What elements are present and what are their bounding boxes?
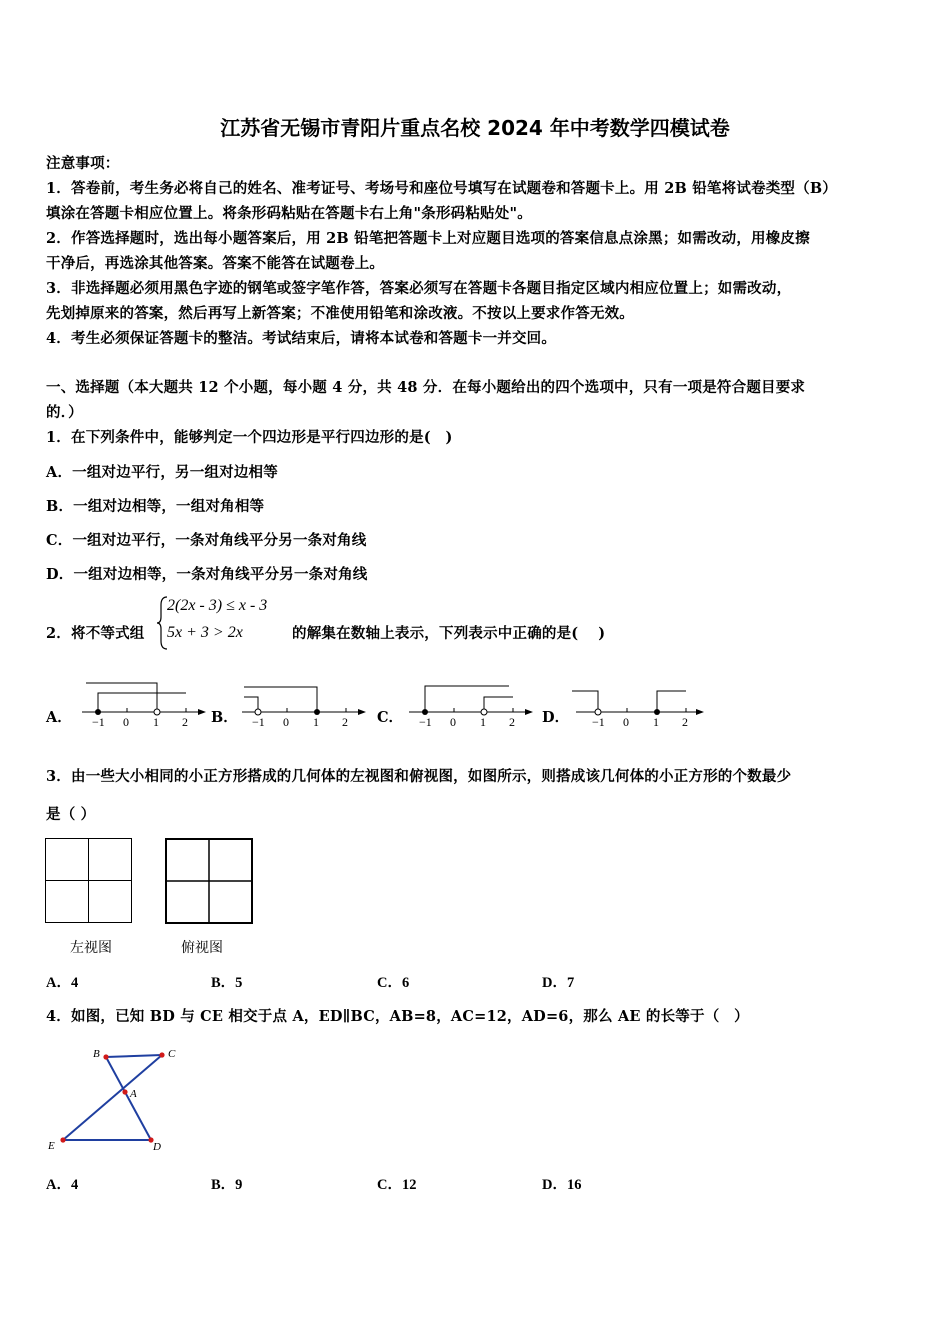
section-heading-cont: 的．） <box>46 404 83 421</box>
number-line-b <box>238 680 370 732</box>
question-4-option: D．16 <box>542 1177 582 1193</box>
tick-label: 0 <box>623 715 629 729</box>
label-e: E <box>48 1140 55 1152</box>
question-3-stem-cont: 是（ ） <box>46 806 96 823</box>
question-4-option: C．12 <box>377 1177 417 1193</box>
tick-label: 2 <box>342 715 348 729</box>
option-d-letter: D． <box>542 709 570 726</box>
tick-label: 0 <box>123 715 129 729</box>
question-2-prefix: 2．将不等式组 <box>46 625 145 642</box>
question-3-option: C．6 <box>377 975 410 991</box>
label-b: B <box>93 1048 100 1060</box>
top-view-caption: 俯视图 <box>181 940 223 956</box>
option-a-letter: A． <box>46 709 72 726</box>
question-1-stem: 1．在下列条件中，能够判定一个四边形是平行四边形的是( ) <box>46 429 453 446</box>
notice-heading: 注意事项： <box>46 155 120 172</box>
number-line-d <box>572 680 712 732</box>
label-c: C <box>168 1048 176 1060</box>
tick-label: −1 <box>592 715 605 729</box>
tick-label: −1 <box>419 715 432 729</box>
tick-label: 1 <box>153 715 159 729</box>
question-3-stem: 3．由一些大小相同的小正方形搭成的几何体的左视图和俯视图，如图所示，则搭成该几何体的小正方形的个数最少 <box>46 768 792 785</box>
left-view-caption: 左视图 <box>70 940 112 956</box>
question-4-option: A．4 <box>46 1177 79 1193</box>
question-1-option: D．一组对边相等，一条对角线平分另一条对角线 <box>46 566 368 583</box>
point-a <box>122 1089 127 1094</box>
question-4-stem: 4．如图，已知 BD 与 CE 相交于点 A，ED∥BC，AB=8，AC=12，AD=6，那么 AE 的长等于（ ） <box>46 1008 749 1025</box>
notice-line: 1．答卷前，考生务必将自己的姓名、准考证号、考场号和座位号填写在试题卷和答题卡上。用 2B 铅笔将试卷类型（B） <box>46 180 837 197</box>
geometry-figure <box>44 1043 184 1155</box>
label-d: D <box>153 1141 161 1153</box>
question-3-option: B．5 <box>211 975 243 991</box>
question-4-option: B．9 <box>211 1177 243 1193</box>
notice-line: 3．非选择题必须用黑色字迹的钢笔或签字笔作答，答案必须写在答题卡各题目指定区域内相应位置上；如需改动， <box>46 280 792 297</box>
point-e <box>60 1137 65 1142</box>
segment-bc <box>106 1055 162 1057</box>
tick-label: 1 <box>653 715 659 729</box>
question-1-option: A．一组对边平行，另一组对边相等 <box>46 464 278 481</box>
option-c-letter: C． <box>377 709 404 726</box>
tick-label: 0 <box>283 715 289 729</box>
question-1-option: C．一组对边平行，一条对角线平分另一条对角线 <box>46 532 367 549</box>
point-c <box>159 1052 164 1057</box>
section-heading: 一、选择题（本大题共 12 个小题，每小题 4 分，共 48 分．在每小题给出的四个选项中，只有一项是符合题目要求 <box>46 379 806 396</box>
number-line-a <box>78 680 210 732</box>
page-title: 江苏省无锡市青阳片重点名校 2024 年中考数学四模试卷 <box>220 116 730 140</box>
question-1-option: B．一组对边相等，一组对角相等 <box>46 498 265 515</box>
point-b <box>103 1054 108 1059</box>
notice-line: 先划掉原来的答案，然后再写上新答案；不准使用铅笔和涂改液。不按以上要求作答无效。 <box>46 305 634 322</box>
tick-label: −1 <box>252 715 265 729</box>
tick-label: −1 <box>92 715 105 729</box>
notice-line: 4．考生必须保证答题卡的整洁。考试结束后，请将本试卷和答题卡一并交回。 <box>46 330 557 347</box>
tick-label: 2 <box>182 715 188 729</box>
notice-line: 2．作答选择题时，选出每小题答案后，用 2B 铅笔把答题卡上对应题目选项的答案信息点涂黑；如需改动，用橡皮擦 <box>46 230 810 247</box>
tick-label: 2 <box>682 715 688 729</box>
inequality-1: 2(2x - 3) ≤ x - 3 <box>167 597 268 614</box>
label-a: A <box>130 1088 137 1100</box>
tick-label: 0 <box>450 715 456 729</box>
question-3-option: A．4 <box>46 975 79 991</box>
tick-label: 1 <box>313 715 319 729</box>
tick-label: 2 <box>509 715 515 729</box>
tick-label: 1 <box>480 715 486 729</box>
left-view-figure <box>45 838 133 924</box>
notice-line: 干净后，再选涂其他答案。答案不能答在试题卷上。 <box>46 255 385 272</box>
question-3-option: D．7 <box>542 975 575 991</box>
top-view-figure <box>165 838 254 924</box>
number-line-c <box>405 680 537 732</box>
notice-line: 填涂在答题卡相应位置上。将条形码粘贴在答题卡右上角"条形码粘贴处"。 <box>46 205 532 222</box>
question-2-suffix: 的解集在数轴上表示，下列表示中正确的是( ) <box>292 625 606 642</box>
inequality-2: 5x + 3 > 2x <box>167 624 243 641</box>
option-b-letter: B． <box>211 709 238 726</box>
